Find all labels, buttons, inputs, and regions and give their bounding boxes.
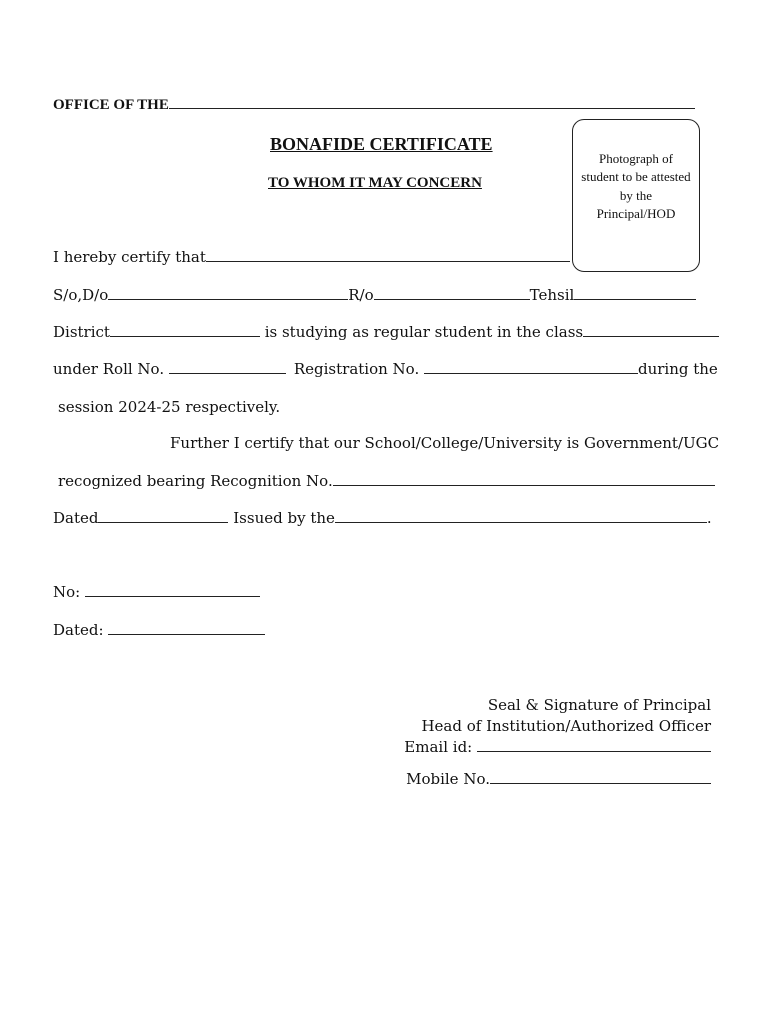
sodo-label: S/o,D/o: [53, 286, 109, 304]
district-field[interactable]: [110, 322, 260, 337]
roll-label: under Roll No.: [53, 360, 169, 378]
email-field[interactable]: [477, 737, 711, 752]
district-line: [53, 322, 719, 342]
parentage-line: [53, 285, 696, 305]
dated-field[interactable]: [98, 508, 228, 523]
tehsil-label: Tehsil: [529, 286, 575, 304]
certificate-title: BONAFIDE CERTIFICATE: [270, 134, 493, 154]
roll-line: [53, 359, 718, 379]
certificate-subtitle: TO WHOM IT MAY CONCERN: [268, 175, 482, 191]
office-name-field[interactable]: [169, 94, 695, 109]
dated-issued-line: [53, 508, 712, 528]
mobile-label: Mobile No.: [406, 770, 490, 788]
tehsil-field[interactable]: [574, 285, 696, 300]
recognition-line: [58, 471, 715, 491]
number-line: [53, 582, 260, 602]
mobile-field[interactable]: [490, 769, 711, 784]
studying-text: is studying as regular student in the class: [259, 323, 584, 341]
head-institution-text: Head of Institution/Authorized Officer: [421, 717, 711, 735]
email-label: Email id:: [404, 738, 477, 756]
footer-dated-label: Dated:: [53, 621, 109, 639]
office-label: OFFICE OF THE: [53, 97, 169, 113]
further-certify-line: Further I certify that our School/College/University is Government/UGC: [170, 434, 720, 452]
certify-line: [53, 247, 570, 267]
photograph-instruction: Photograph of student to be attested by the Principal/HOD: [581, 150, 691, 221]
class-field[interactable]: [583, 322, 719, 337]
photograph-box: [572, 119, 700, 272]
seal-signature-text: Seal & Signature of Principal: [487, 696, 711, 714]
period: .: [706, 509, 712, 527]
district-label: District: [53, 323, 110, 341]
dated-label: Dated: [53, 509, 99, 527]
registration-number-field[interactable]: [424, 359, 638, 374]
office-line: [53, 94, 695, 115]
mobile-line: [406, 769, 711, 789]
ro-label: R/o: [348, 286, 374, 304]
number-field[interactable]: [85, 582, 260, 597]
issued-label: Issued by the: [228, 509, 335, 527]
certify-label: I hereby certify that: [53, 248, 206, 266]
registration-label: Registration No.: [293, 360, 424, 378]
recognition-number-field[interactable]: [333, 471, 715, 486]
email-line: [404, 737, 711, 757]
parent-name-field[interactable]: [108, 285, 348, 300]
footer-dated-field[interactable]: [108, 620, 265, 635]
session-line: session 2024-25 respectively.: [58, 398, 281, 416]
during-text: during the: [637, 360, 718, 378]
issued-by-field[interactable]: [335, 508, 707, 523]
residence-field[interactable]: [374, 285, 530, 300]
number-label: No:: [53, 583, 85, 601]
student-name-field[interactable]: [206, 247, 570, 262]
roll-number-field[interactable]: [169, 359, 286, 374]
recognition-label: recognized bearing Recognition No.: [58, 472, 333, 490]
footer-dated-line: [53, 620, 265, 640]
